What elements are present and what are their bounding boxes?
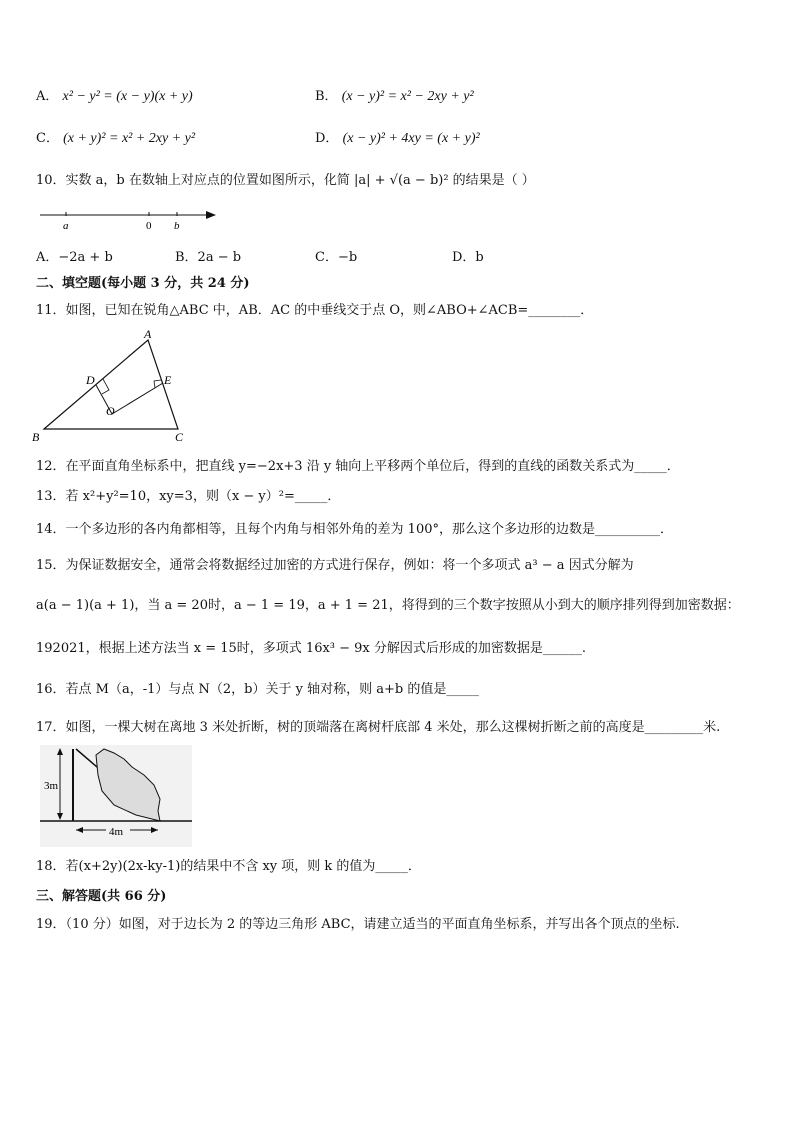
question-19: 19．（10 分）如图，对于边长为 2 的等边三角形 ABC，请建立适当的平面直角坐标系，并写出各个顶点的坐标. [36,917,680,932]
question-18: 18．若(x+2y)(2x-ky-1)的结果中不含 xy 项，则 k 的值为_____． [36,859,421,874]
question-13: 13．若 x²+y²=10，xy=3，则（x − y）²=_____． [36,489,341,504]
option-c-expr: (x + y)² = x² + 2xy + y² [63,131,196,146]
triangle-figure [30,325,200,445]
question-15-line-3: 192021，根据上述方法当 x = 15时，多项式 16x³ − 9x 分解因式后形成的加密数据是______. [36,641,587,656]
broken-tree-figure [40,745,192,847]
option-d [315,130,480,148]
point-o: O [106,404,115,418]
question-12: 12．在平面直角坐标系中，把直线 y=−2x+3 沿 y 轴向上平移两个单位后，得到的直线的函数关系式为_____． [36,459,680,474]
point-b: B [32,430,40,444]
q10-option-d: D．b [452,250,484,265]
question-16: 16．若点 M（a，-1）与点 N（2，b）关于 y 轴对称，则 a+b 的值是_____ [36,682,479,697]
point-a: A [144,327,152,341]
question-10: 10．实数 a，b 在数轴上对应点的位置如图所示，化简 |a| + √(a − b)² 的结果是（ ） [36,173,535,188]
question-15-line-1: 15．为保证数据安全，通常会将数据经过加密的方式进行保存，例如：将一个多项式 a³ − a 因式分解为 [36,558,634,573]
option-b-label: B． [315,89,338,104]
point-e: E [164,373,172,387]
option-a [36,88,193,106]
q10-option-a: A．−2a + b [36,250,113,265]
q10-option-c: C．−b [315,250,358,265]
label-zero: 0 [146,220,152,232]
number-line-figure [36,204,226,234]
option-c-label: C． [36,131,59,146]
q10-option-b: B．2a − b [175,250,242,265]
question-14: 14．一个多边形的各内角都相等，且每个内角与相邻外角的差为 100°，那么这个多边形的边数是__________． [36,522,673,537]
section-3-heading: 三、解答题(共 66 分) [36,889,167,904]
option-a-expr: x² − y² = (x − y)(x + y) [62,89,193,104]
number-line-arrow [206,211,216,219]
question-15-line-2: a(a − 1)(a + 1)，当 a = 20时，a − 1 = 19，a + 1 = 21，将得到的三个数字按照从小到大的顺序排列得到加密数据： [36,598,740,613]
base-label: 4m [109,826,124,838]
label-b: b [174,220,180,232]
height-label: 3m [44,780,59,792]
label-a: a [63,220,69,232]
right-angle-d [102,379,109,394]
option-c [36,130,195,148]
section-2-heading: 二、填空题(每小题 3 分，共 24 分) [36,276,250,291]
point-d: D [86,373,95,387]
point-c: C [175,430,184,444]
question-11: 11．如图，已知在锐角△ABC 中，AB．AC 的中垂线交于点 O，则∠ABO+∠ACB=________． [36,303,594,318]
option-b-expr: (x − y)² = x² − 2xy + y² [341,89,474,104]
option-a-label: A． [36,89,59,104]
option-d-expr: (x − y)² + 4xy = (x + y)² [342,131,480,146]
question-17: 17．如图，一棵大树在离地 3 米处折断，树的顶端落在离树杆底部 4 米处，那么这棵树折断之前的高度是_________米. [36,720,721,735]
option-b [315,88,474,106]
option-d-label: D． [315,131,339,146]
